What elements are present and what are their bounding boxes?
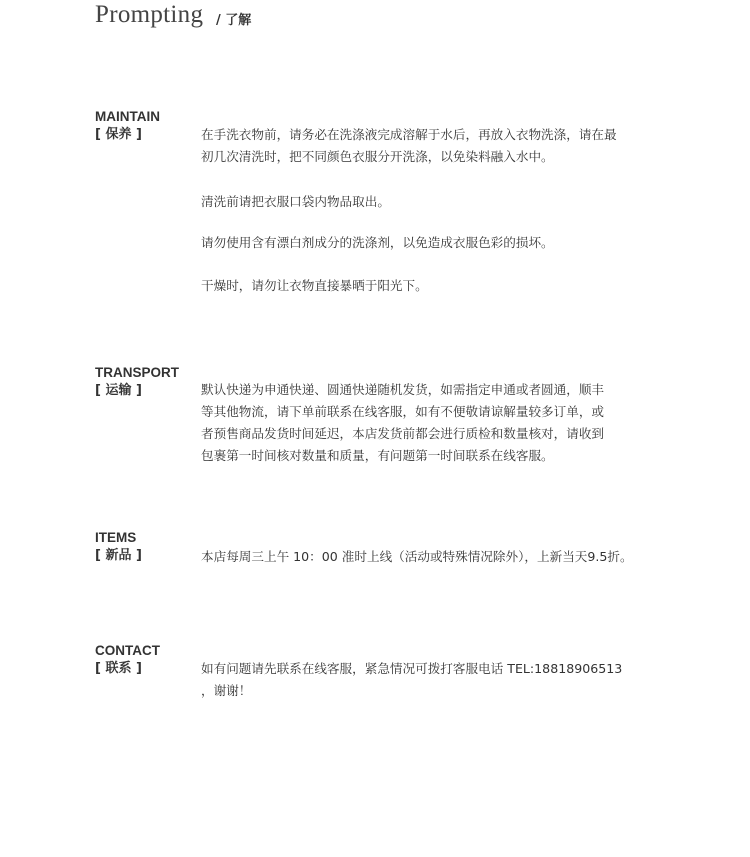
section-label: [ 保养 ] [95, 127, 142, 142]
text-line: 初几次清洗时，把不同颜色衣服分开洗涤，以免染料融入水中。 [201, 149, 554, 164]
section-heading: CONTACT [95, 643, 160, 658]
text-line: 在手洗衣物前，请务必在洗涤液完成溶解于水后，再放入衣物洗涤，请在最 [201, 127, 617, 142]
section-label: [ 新品 ] [95, 548, 142, 563]
text-line: ，谢谢！ [201, 683, 252, 698]
section-label: [ 运输 ] [95, 383, 142, 398]
section-heading: ITEMS [95, 530, 137, 545]
text-line: 包裹第一时间核对数量和质量，有问题第一时间联系在线客服。 [201, 448, 554, 463]
text-line: 请勿使用含有漂白剂成分的洗涤剂，以免造成衣服色彩的损坏。 [201, 235, 554, 250]
text-line: 干燥时，请勿让衣物直接暴晒于阳光下。 [201, 278, 428, 293]
page-title: Prompting [95, 1, 204, 28]
text-line: 默认快递为申通快递、圆通快递随机发货，如需指定申通或者圆通，顺丰 [201, 382, 604, 397]
page-subtitle: / 了解 [216, 13, 252, 28]
section-heading: MAINTAIN [95, 109, 160, 124]
text-line: 等其他物流，请下单前联系在线客服，如有不便敬请谅解量较多订单，或 [201, 404, 604, 419]
section-heading: TRANSPORT [95, 365, 179, 380]
text-line: 清洗前请把衣服口袋内物品取出。 [201, 194, 390, 209]
text-line: 者预售商品发货时间延迟，本店发货前都会进行质检和数量核对，请收到 [201, 426, 604, 441]
text-line: 如有问题请先联系在线客服，紧急情况可拨打客服电话 TEL:18818906513 [201, 661, 623, 676]
section-label: [ 联系 ] [95, 661, 142, 676]
text-line: 本店每周三上午 10：00 准时上线（活动或特殊情况除外），上新当天9.5折。 [201, 549, 633, 564]
